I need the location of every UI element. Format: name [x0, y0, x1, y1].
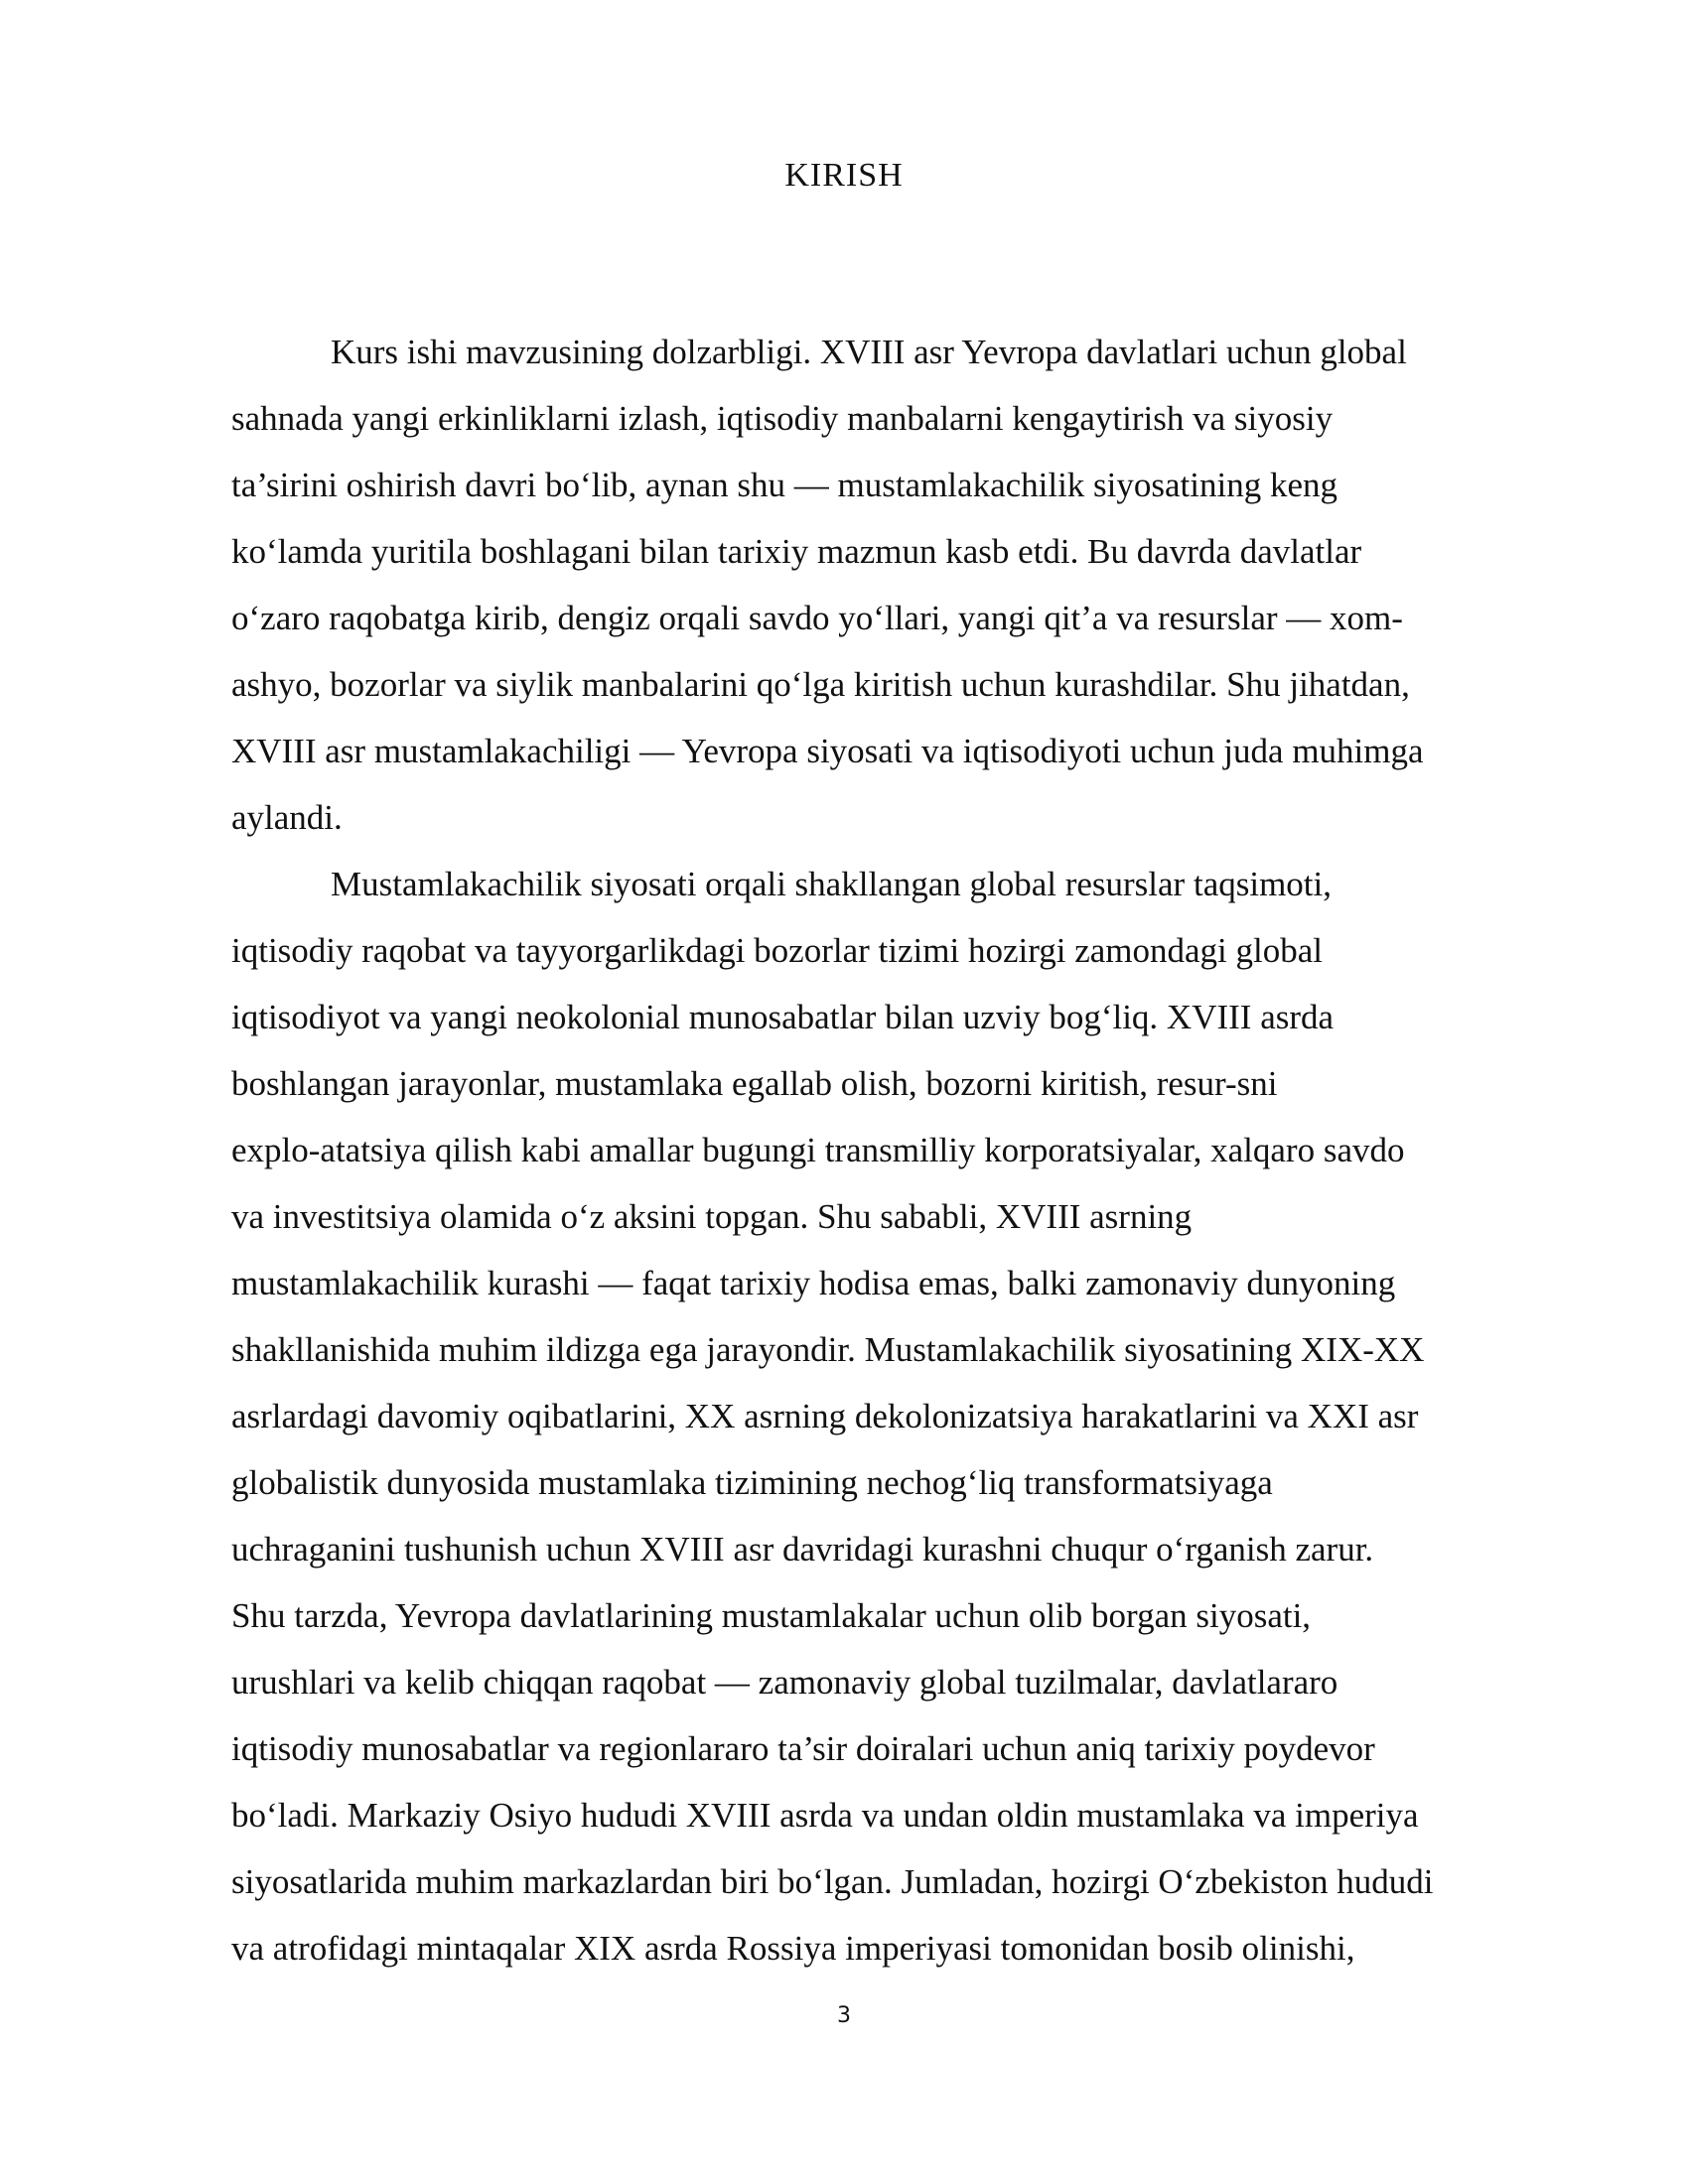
paragraph-1-line-2: sahnada yangi erkinliklarni izlash, iqtisodiy manbalarni kengaytirish va siyosiy — [231, 399, 1334, 438]
paragraph-2-line-3: iqtisodiyot va yangi neokolonial munosabatlar bilan uzviy bog‘liq. XVIII asrda — [231, 998, 1335, 1036]
paragraph-2-line-14: iqtisodiy munosabatlar va regionlararo ta’sir doiralari uchun aniq tarixiy poydevor — [231, 1729, 1375, 1768]
paragraph-2-line-7: mustamlakachilik kurashi — faqat tarixiy hodisa emas, balki zamonaviy dunyoning — [231, 1264, 1396, 1302]
section-heading: KIRISH — [784, 157, 904, 194]
paragraph-2-line-16: siyosatlarida muhim markazlardan biri bo‘lgan. Jumladan, hozirgi O‘zbekiston hududi — [231, 1862, 1434, 1901]
paragraph-2-line-1: Mustamlakachilik siyosati orqali shakllangan global resurslar taqsimoti, — [331, 865, 1332, 903]
page-number: 3 — [837, 2003, 851, 2028]
paragraph-1-line-8: aylandi. — [231, 798, 343, 837]
paragraph-2-line-17: va atrofidagi mintaqalar XIX asrda Rossiya imperiyasi tomonidan bosib olinishi, — [231, 1929, 1355, 1968]
paragraph-2-line-15: bo‘ladi. Markaziy Osiyo hududi XVIII asrda va undan oldin mustamlaka va imperiya — [231, 1796, 1419, 1835]
paragraph-2-line-9: asrlardagi davomiy oqibatlarini, XX asrning dekolonizatsiya harakatlarini va XXI asr — [231, 1397, 1419, 1435]
paragraph-2-line-8: shakllanishida muhim ildizga ega jarayondir. Mustamlakachilik siyosatining XIX-XX — [231, 1330, 1425, 1369]
paragraph-2-line-11: uchraganini tushunish uchun XVIII asr davridagi kurashni chuqur o‘rganish zarur. — [231, 1530, 1374, 1569]
paragraph-1-line-5: o‘zaro raqobatga kirib, dengiz orqali savdo yo‘llari, yangi qit’a va resurslar — xom- — [231, 599, 1403, 637]
paragraph-1-line-3: ta’sirini oshirish davri bo‘lib, aynan shu — mustamlakachilik siyosatining keng — [231, 466, 1338, 504]
paragraph-2-line-10: globalistik dunyosida mustamlaka tizimining nechog‘liq transformatsiyaga — [231, 1463, 1273, 1502]
paragraph-1-line-4: ko‘lamda yuritila boshlagani bilan tarixiy mazmun kasb etdi. Bu davrda davlatlar — [231, 532, 1362, 571]
body-text — [231, 328, 1567, 1990]
paragraph-1-line-6: ashyo, bozorlar va siylik manbalarini qo‘lga kiritish uchun kurashdilar. Shu jihatdan, — [231, 665, 1410, 704]
paragraph-1-line-7: XVIII asr mustamlakachiligi — Yevropa siyosati va iqtisodiyoti uchun juda muhimga — [231, 732, 1424, 770]
paragraph-2-line-13: urushlari va kelib chiqqan raqobat — zamonaviy global tuzilmalar, davlatlararo — [231, 1663, 1338, 1702]
paragraph-2-line-6: va investitsiya olamida o‘z aksini topgan. Shu sababli, XVIII asrning — [231, 1197, 1193, 1236]
paragraph-2-line-2: iqtisodiy raqobat va tayyorgarlikdagi bozorlar tizimi hozirgi zamondagi global — [231, 931, 1323, 970]
paragraph-2-line-5: explo-atatsiya qilish kabi amallar bugungi transmilliy korporatsiyalar, xalqaro savdo — [231, 1131, 1405, 1169]
paragraph-1-line-1: Kurs ishi mavzusining dolzarbligi. XVIII asr Yevropa davlatlari uchun global — [331, 333, 1407, 371]
paragraph-2-line-12: Shu tarzda, Yevropa davlatlarining mustamlakalar uchun olib borgan siyosati, — [231, 1596, 1312, 1635]
paragraph-2-line-4: boshlangan jarayonlar, mustamlaka egallab olish, bozorni kiritish, resur-sni — [231, 1064, 1278, 1103]
